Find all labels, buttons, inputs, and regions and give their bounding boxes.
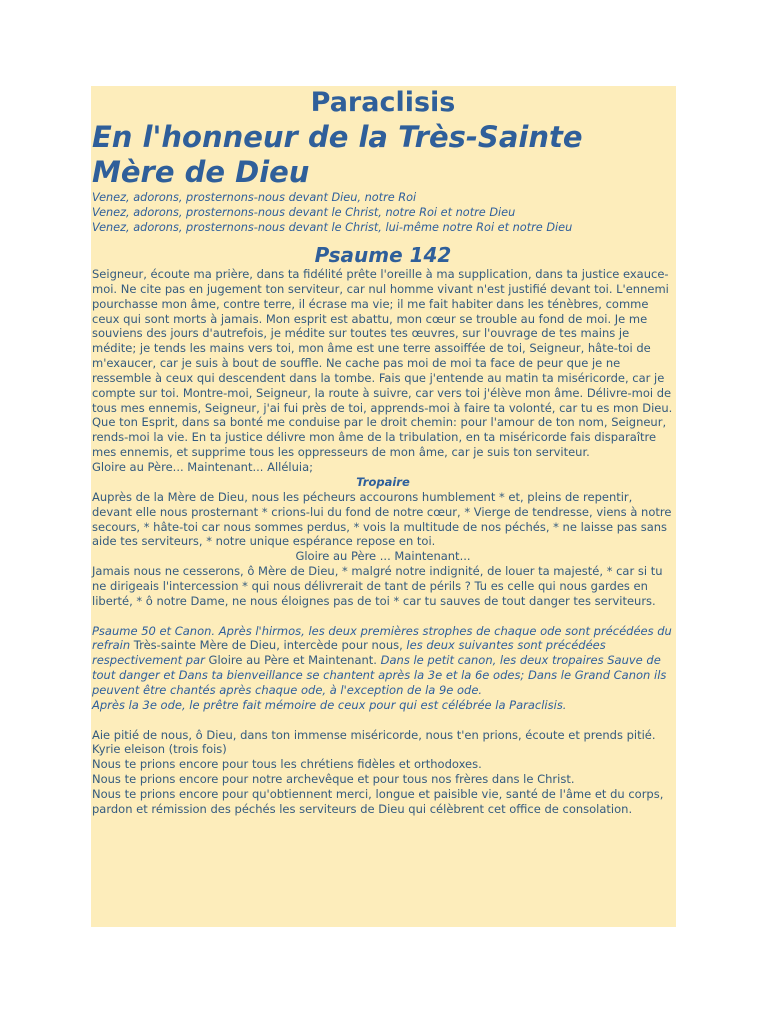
tropaire-text: Auprès de la Mère de Dieu, nous les pécheurs accourons humblement * et, pleins de repentir, devant elle nous prosternant * crions-lui du fond de notre cœur, * Vierge de tendresse, viens à notre secours, * hâte-toi car nous sommes perdus, * vois la multitude de nos péchés, * ne laisse pas sans aide tes serviteurs, * notre unique espérance repose en toi. [92, 489, 672, 549]
rubric-part-1: Psaume 50 et Canon. Après l'hirmos, les deux premières strophes de chaque ode sont précédées du refrain [92, 623, 672, 653]
intro-line-3: Venez, adorons, prosternons-nous devant le Christ, lui-même notre Roi et notre Dieu [92, 221, 573, 234]
intro-line-2: Venez, adorons, prosternons-nous devant le Christ, notre Roi et notre Dieu [92, 206, 516, 219]
rubric-part-3: Dans le petit canon, les deux tropaires Sauve de tout danger et Dans ta bienveillance se chantent après la 3e et la 6e odes; Dans le Grand Canon ils peuvent être chantés après chaque ode, à l'exception de la 9e ode. [92, 653, 667, 697]
rubric-part-2: les deux suivantes sont précédées respectivement par [92, 638, 606, 668]
rubric-paragraph [92, 624, 674, 713]
second-tropaire-text: Jamais nous ne cesserons, ô Mère de Dieu, * malgré notre indignité, de louer ta majesté, * car si tu ne dirigeais l'intercession * qui nous délivrerait de tant de périls ? Tu es celle qui nous gardes en liberté, * ô notre Dame, ne nous éloignes pas de toi * car tu sauves de tout danger tes serviteurs. [92, 564, 663, 608]
litany-line-1: Aie pitié de nous, ô Dieu, dans ton immense miséricorde, nous t'en prions, écoute et prends pitié. [92, 727, 656, 742]
subtitle-line-1: En l'honneur de la Très-Sainte [92, 120, 583, 154]
rubric-refrain-2: Gloire au Père et Maintenant. [208, 653, 377, 668]
psalm-title: Psaume 142 [314, 243, 452, 267]
intro-block [92, 190, 674, 235]
psalm-text: Seigneur, écoute ma prière, dans ta fidélité prête l'oreille à ma supplication, dans ta justice exauce-moi. Ne cite pas en jugement ton serviteur, car nul homme vivant n'est justifié devant toi. L'ennemi pourchasse mon âme, contre terre, il écrase ma vie; il me fait habiter dans les ténèbres, comme ceux qui sont morts à jamais. Mon esprit est abattu, mon cœur se trouble au fond de moi. Je me souviens des jours d'autrefois, je médite sur toutes tes œuvres, sur l'ouvrage de tes mains je médite; je tends les mains vers toi, mon âme est une terre assoiffée de toi, Seigneur, hâte-toi de m'exaucer, car je suis à bout de souffle. Ne cache pas moi de moi ta face de peur que je ne ressemble à ceux qui descendent dans la tombe. Fais que j'entende au matin ta miséricorde, car je compte sur toi. Montre-moi, Seigneur, la route à suivre, car vers toi j'élève mon âme. Délivre-moi de tous mes ennemis, Seigneur, j'ai fui près de toi, apprends-moi à faire ta volonté, car tu es mon Dieu. Que ton Esprit, dans sa bonté me conduise par le droit chemin: pour l'amour de ton nom, Seigneur, rends-moi la vie. En ta justice délivre mon âme de la tribulation, en ta miséricorde fais disparaître mes ennemis, et supprime tous les oppresseurs de mon âme, car je suis ton serviteur. [92, 267, 673, 460]
litany-line-4: Nous te prions encore pour notre archevêque et pour tous nos frères dans le Christ. [92, 772, 575, 787]
page-subtitle [92, 120, 674, 190]
subtitle-line-2: Mère de Dieu [92, 155, 310, 189]
rubric-part-4: Après la 3e ode, le prêtre fait mémoire de ceux pour qui est célébrée la Paraclisis. [92, 697, 567, 712]
tropaire-title: Tropaire [356, 474, 410, 489]
rubric-refrain-1: Très-sainte Mère de Dieu, intercède pour nous, [133, 638, 403, 653]
document-page [91, 86, 676, 927]
gloria-line-2: Gloire au Père ... Maintenant... [295, 549, 471, 564]
gloria-line-1: Gloire au Père... Maintenant... Alléluia; [92, 459, 314, 474]
intro-line-1: Venez, adorons, prosternons-nous devant Dieu, notre Roi [92, 191, 417, 204]
page-title: Paraclisis [310, 87, 456, 118]
litany-line-2: Kyrie eleison (trois fois) [92, 742, 227, 757]
litany-line-3: Nous te prions encore pour tous les chrétiens fidèles et orthodoxes. [92, 757, 482, 772]
litany-line-5: Nous te prions encore pour qu'obtiennent merci, longue et paisible vie, santé de l'âme et du corps, pardon et rémission des péchés les serviteurs de Dieu qui célèbrent cet office de consolation. [92, 787, 664, 816]
